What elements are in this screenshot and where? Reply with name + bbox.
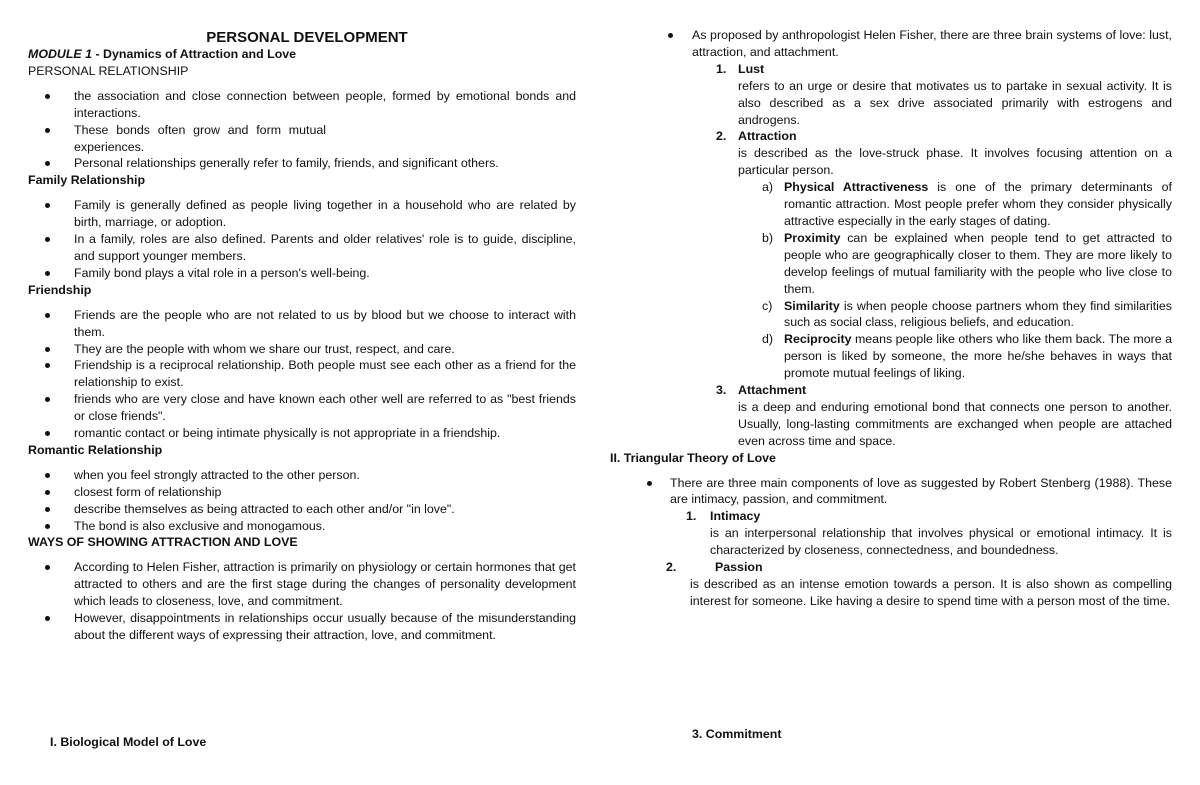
list-item: the association and close connection between people, formed by emotional bonds and interactions. <box>28 88 576 122</box>
item-term: Lust <box>738 61 765 76</box>
factor-description: can be explained when people tend to get attracted to people who are geographically closer to them. They are more likely to develop feelings of mutual familiarity with the people who live close to them. <box>784 230 1172 296</box>
item-number: 3. <box>716 383 727 398</box>
biological-model-heading: I. Biological Model of Love <box>50 735 207 749</box>
page-title: PERSONAL DEVELOPMENT <box>206 29 408 46</box>
list-item: Friendship is a reciprocal relationship. Both people must see each other as a friend for the relationship to exist. <box>28 357 576 391</box>
factor-term: Physical Attractiveness <box>784 180 929 195</box>
item-label: d) <box>762 332 774 347</box>
left-column <box>28 0 576 644</box>
item-description: refers to an urge or desire that motivates us to partake in sexual activity. It is also described as a sex drive associated primarily with estrogens and androgens. <box>738 78 1172 127</box>
ways-of-showing-list <box>28 559 576 644</box>
list-item: However, disappointments in relationships occur usually because of the misunderstanding about the different ways of expressing their attraction, love, and commitment. <box>28 610 576 644</box>
right-column <box>610 0 1172 610</box>
love-components-list <box>620 508 1172 609</box>
list-item: Family bond plays a vital role in a person's well-being. <box>28 265 576 282</box>
attraction-factor-item <box>738 179 1172 230</box>
brain-systems-list <box>620 61 1172 450</box>
list-item: In a family, roles are also defined. Parents and older relatives' role is to guide, discipline, and support younger members. <box>28 231 576 265</box>
item-number: 1. <box>716 61 727 76</box>
attraction-factor-item <box>738 298 1172 332</box>
item-number: 2. <box>716 129 727 144</box>
romantic-relationship-heading: Romantic Relationship <box>28 442 163 457</box>
item-term: Intimacy <box>710 509 761 524</box>
family-relationship-list <box>28 197 576 282</box>
list-item: Family is generally defined as people living together in a household who are related by birth, marriage, or adoption. <box>28 197 576 231</box>
item-term: Attraction <box>738 129 797 144</box>
list-item: The bond is also exclusive and monogamous. <box>28 518 576 535</box>
friendship-list <box>28 307 576 442</box>
module-title <box>28 46 576 63</box>
module-label: MODULE 1 <box>28 47 93 61</box>
list-item: closest form of relationship <box>28 484 576 501</box>
item-description: is an interpersonal relationship that involves physical or emotional intimacy. It is characterized by closeness, connectedness, and boundedness. <box>710 526 1172 558</box>
factor-term: Proximity <box>784 230 841 245</box>
factor-description: means people like others who like them back. The more a person is liked by someone, the more he/she behaves in ways that promote mutual feelings of liking. <box>784 332 1172 381</box>
item-term: Passion <box>715 560 763 575</box>
list-item: romantic contact or being intimate physically is not appropriate in a friendship. <box>28 425 576 442</box>
factor-description: is when people choose partners whom they find similarities such as social class, religious beliefs, and education. <box>784 298 1172 330</box>
commitment-heading: 3. Commitment <box>692 727 782 741</box>
item-label: c) <box>762 298 773 313</box>
brain-system-item <box>620 382 1172 450</box>
triangular-theory-intro: There are three main components of love as suggested by Robert Stenberg (1988). These are intimacy, passion, and commitment. <box>620 475 1172 509</box>
personal-relationship-list <box>28 88 576 173</box>
friendship-heading: Friendship <box>28 282 92 297</box>
list-item: friends who are very close and have known each other well are referred to as "best friends or close friends". <box>28 391 576 425</box>
item-term: Attachment <box>738 383 807 398</box>
item-label: a) <box>762 180 774 195</box>
factor-description: is one of the primary determinants of romantic attraction. Most people prefer whom they consider physically attractive especially in the early stages of dating. <box>784 180 1172 228</box>
item-number: 1. <box>686 509 697 524</box>
triangular-theory-heading: II. Triangular Theory of Love <box>610 450 776 465</box>
romantic-relationship-list <box>28 467 576 535</box>
brain-system-item <box>620 61 1172 129</box>
love-component-item <box>620 508 1172 559</box>
brain-systems-intro: As proposed by anthropologist Helen Fisher, there are three brain systems of love: lust, attraction, and attachment. <box>620 27 1172 61</box>
item-label: b) <box>762 230 774 245</box>
list-item: when you feel strongly attracted to the other person. <box>28 467 576 484</box>
attraction-factor-item <box>738 230 1172 298</box>
love-component-item <box>620 559 1172 610</box>
attraction-factors-list <box>738 179 1172 382</box>
item-description: is described as the love-struck phase. It involves focusing attention on a particular person. <box>738 146 1172 178</box>
module-subtitle: - Dynamics of Attraction and Love <box>92 47 297 61</box>
personal-relationship-heading: PERSONAL RELATIONSHIP <box>28 63 189 78</box>
item-description: is a deep and enduring emotional bond that connects one person to another. Usually, long-lasting commitments are exchanged when people are attached even across time and space. <box>738 399 1172 448</box>
item-description: is described as an intense emotion towards a person. It is also shown as compelling interest for someone. Like having a desire to spend time with a person most of the time. <box>690 577 1172 608</box>
list-item: They are the people with whom we share our trust, respect, and care. <box>28 341 576 358</box>
list-item: These bonds often grow and form mutual experiences. <box>28 122 576 156</box>
family-relationship-heading: Family Relationship <box>28 173 146 188</box>
item-number: 2. <box>666 560 677 575</box>
ways-of-showing-heading: WAYS OF SHOWING ATTRACTION AND LOVE <box>28 535 298 550</box>
factor-term: Similarity <box>784 298 840 313</box>
list-item: According to Helen Fisher, attraction is primarily on physiology or certain hormones that get attracted to others and are the first stage during the changes of personality development which leads to closeness, love, and commitment. <box>28 559 576 610</box>
list-item: describe themselves as being attracted to each other and/or "in love". <box>28 501 576 518</box>
list-item: Personal relationships generally refer to family, friends, and significant others. <box>28 155 576 172</box>
brain-system-item <box>620 128 1172 382</box>
attraction-factor-item <box>738 331 1172 382</box>
factor-term: Reciprocity <box>784 332 852 347</box>
list-item: Friends are the people who are not related to us by blood but we choose to interact with them. <box>28 307 576 341</box>
